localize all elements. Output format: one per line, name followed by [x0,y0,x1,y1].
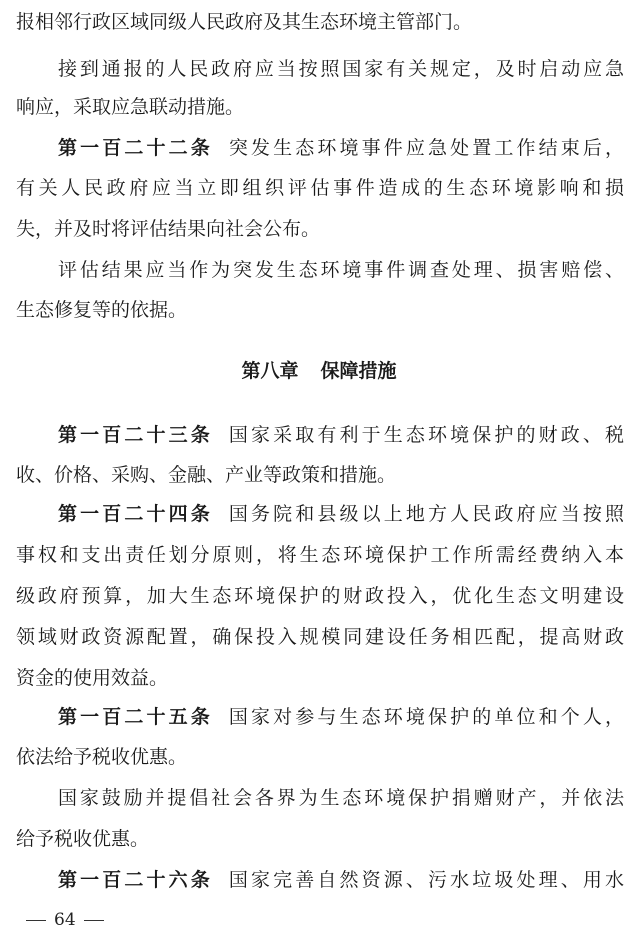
article-126-number: 第一百二十六条 [58,869,213,891]
footer-dash-right [84,920,104,921]
article-122-text: 突发生态环境事件应急处置工作结束后， [228,137,624,159]
article-124-first-line [58,497,624,531]
footer-dash-left [26,920,46,921]
text-line: 报相邻行政区域同级人民政府及其生态环境主管部门。 [16,11,473,33]
article-122-first-line [58,131,624,165]
text-line: 失，并及时将评估结果向社会公布。 [16,218,321,240]
chapter-heading [0,354,638,388]
text-line: 响应，采取应急联动措施。 [16,96,245,118]
text-line: 国家鼓励并提倡社会各界为生态环境保护捐赠财产，并依法 [58,787,624,809]
chapter-title: 保障措施 [320,360,397,382]
text-line: 生态修复等的依据。 [16,299,188,321]
article-123-first-line [58,418,624,452]
text-line: 依法给予税收优惠。 [16,746,188,768]
text-line: 级政府预算，加大生态环境保护的财政投入，优化生态文明建设 [16,585,624,607]
article-123-text: 国家采取有利于生态环境保护的财政、税 [228,424,624,446]
text-line: 领域财政资源配置，确保投入规模同建设任务相匹配，提高财政 [16,626,624,648]
page-number: 64 [54,910,76,930]
text-line: 有关人民政府应当立即组织评估事件造成的生态环境影响和损 [16,177,624,199]
text-line: 资金的使用效益。 [16,667,169,689]
article-126-text: 国家完善自然资源、污水垃圾处理、用水 [228,869,624,891]
text-line: 事权和支出责任划分原则，将生态环境保护工作所需经费纳入本 [16,544,624,566]
article-125-number: 第一百二十五条 [58,706,213,728]
article-126-first-line [58,863,624,897]
text-line: 给予税收优惠。 [16,828,150,850]
article-122-number: 第一百二十二条 [58,137,213,159]
article-124-number: 第一百二十四条 [58,503,213,525]
article-125-first-line [58,700,624,734]
text-line: 评估结果应当作为突发生态环境事件调查处理、损害赔偿、 [58,259,624,281]
article-125-text: 国家对参与生态环境保护的单位和个人， [228,706,624,728]
article-124-text: 国务院和县级以上地方人民政府应当按照 [228,503,624,525]
article-123-number: 第一百二十三条 [58,424,213,446]
chapter-number: 第八章 [241,360,299,382]
text-line: 收、价格、采购、金融、产业等政策和措施。 [16,464,397,486]
text-line: 接到通报的人民政府应当按照国家有关规定，及时启动应急 [58,58,624,80]
page-footer [18,906,112,934]
